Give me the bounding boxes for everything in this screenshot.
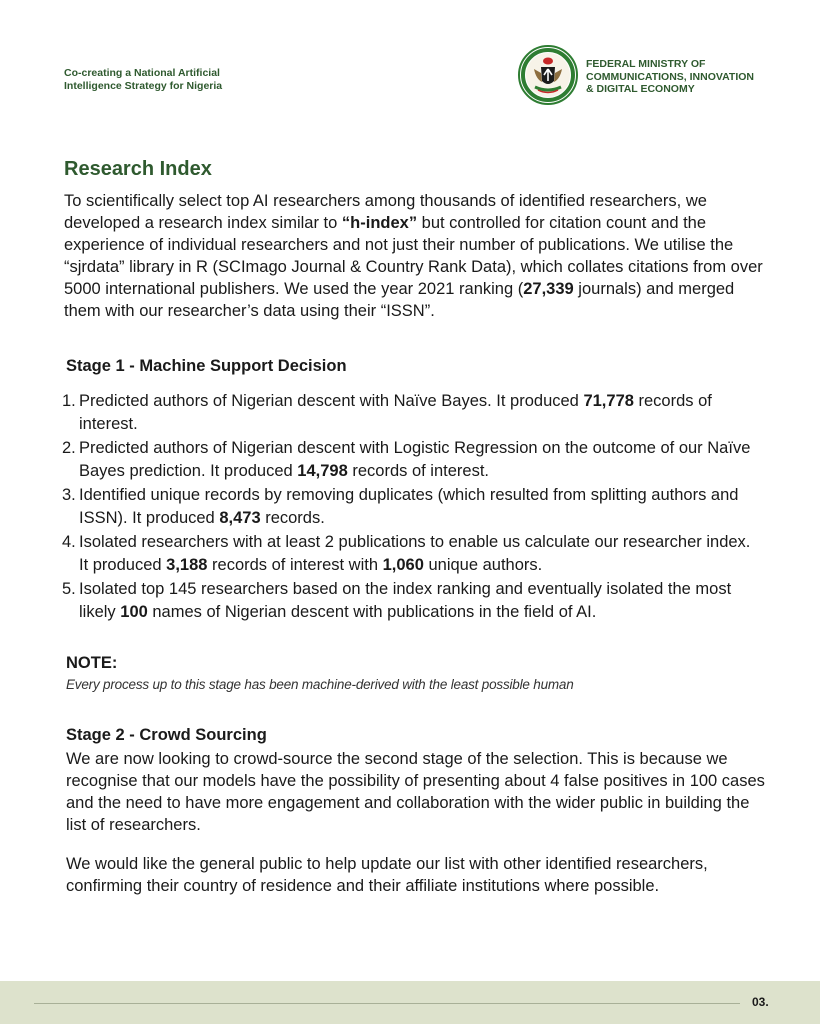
ministry-line: & DIGITAL ECONOMY <box>586 83 695 95</box>
list-item <box>62 578 762 624</box>
list-item-text: Isolated researchers with at least 2 publications to enable us calculate our researcher index. It produced 3,188 records of interest with 1,060 unique authors. <box>79 533 751 574</box>
list-item <box>62 484 762 530</box>
page-title: Research Index <box>64 158 212 180</box>
stage-1-list <box>62 390 762 625</box>
list-item-number: 3. <box>62 486 76 504</box>
initiative-line: Co-creating a National Artificial <box>64 67 220 79</box>
journals-count: 27,339 <box>523 280 574 298</box>
stage-2-paragraph: We would like the general public to help update our list with other identified researchers, confirming their country of residence and their affiliate institutions where possible. <box>66 855 708 895</box>
note-text: Every process up to this stage has been machine-derived with the least possible human <box>66 677 574 692</box>
h-index-term: “h-index” <box>341 214 418 232</box>
intro-text: To scientifically select top AI researchers among thousands of identified researchers, we developed a research index similar to <box>64 192 707 232</box>
stage-2-heading: Stage 2 - Crowd Sourcing <box>66 726 267 744</box>
list-item-text: Predicted authors of Nigerian descent with Logistic Regression on the outcome of our Naïve Bayes prediction. It produced 14,798 records of interest. <box>79 439 751 480</box>
note-label: NOTE: <box>66 654 118 672</box>
names-count: 100 <box>120 603 148 621</box>
list-item-text: Isolated top 145 researchers based on the index ranking and eventually isolated the most likely 100 names of Nigerian descent with publications in the field of AI. <box>79 580 732 621</box>
list-item-text: Predicted authors of Nigerian descent with Naïve Bayes. It produced 71,778 records of interest. <box>79 392 712 433</box>
list-item <box>62 531 762 577</box>
intro-text: journals) and merged them with our researcher’s data using their “ISSN”. <box>64 280 735 320</box>
list-item-number: 4. <box>62 533 76 551</box>
list-item-number: 5. <box>62 580 76 598</box>
list-item-text: Identified unique records by removing duplicates (which resulted from splitting authors and ISSN). It produced 8,473 records. <box>79 486 739 527</box>
ministry-line: FEDERAL MINISTRY OF <box>586 58 706 70</box>
intro-paragraph <box>64 190 764 322</box>
list-item <box>62 390 762 436</box>
records-count: 3,188 <box>166 556 208 574</box>
coat-of-arms-icon <box>518 45 578 105</box>
records-count: 14,798 <box>297 462 348 480</box>
initiative-tagline <box>64 67 264 93</box>
list-item-number: 1. <box>62 392 76 410</box>
list-item <box>62 437 762 483</box>
footer-divider <box>34 1003 740 1004</box>
stage-1-heading: Stage 1 - Machine Support Decision <box>66 357 347 375</box>
authors-count: 1,060 <box>382 556 424 574</box>
intro-text: but controlled for citation count and the experience of individual researchers and not just their number of publications. We utilise the “sjrdata” library in R (SCImago Journal & Country Rank Data), which collates citations from over 5000 international publishers. We used the year 2021 ranking ( <box>64 214 763 298</box>
records-count: 71,778 <box>583 392 634 410</box>
ministry-name <box>586 58 786 96</box>
records-count: 8,473 <box>219 509 261 527</box>
list-item-number: 2. <box>62 439 76 457</box>
stage-2-paragraph: We are now looking to crowd-source the second stage of the selection. This is because we recognise that our models have the possibility of presenting about 4 false positives in 100 cases and the need to have more engagement and collaboration with the wider public in building the list of researchers. <box>66 750 765 834</box>
page-number: 03. <box>752 995 769 1009</box>
ministry-line: COMMUNICATIONS, INNOVATION <box>586 70 754 83</box>
initiative-line: Intelligence Strategy for Nigeria <box>64 80 223 92</box>
